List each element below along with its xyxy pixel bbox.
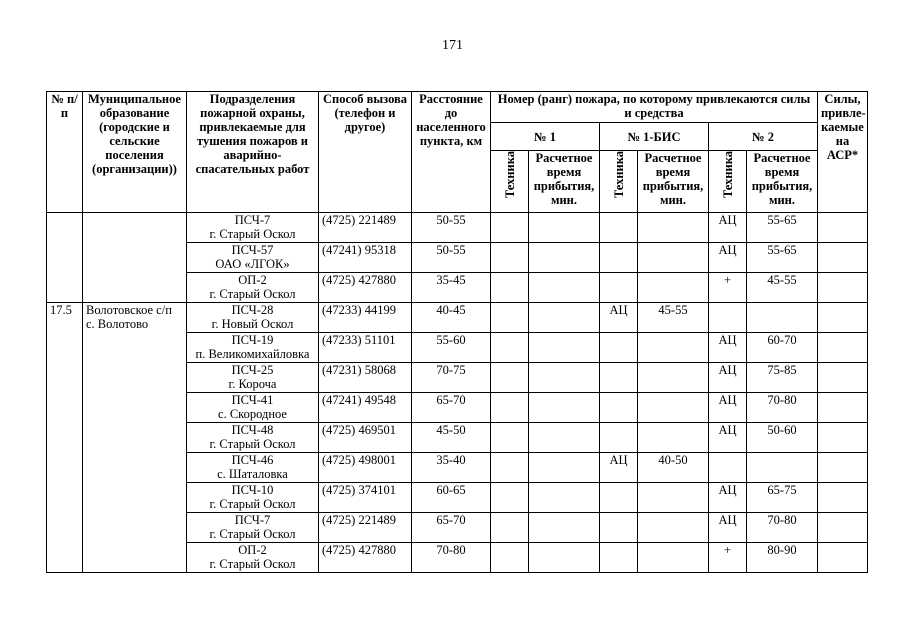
phone-cell: (4725) 498001 — [319, 453, 412, 483]
eta-1bis-cell — [638, 273, 709, 303]
unit-location: г. Старый Оскол — [209, 497, 296, 511]
tech-2-cell: АЦ — [709, 393, 747, 423]
header-distance: Расстояние до населенного пункта, км — [412, 92, 491, 213]
page-number: 171 — [442, 38, 463, 53]
unit-name: ОП-2 — [238, 273, 267, 287]
eta-2-cell: 70-80 — [747, 513, 818, 543]
asr-cell — [818, 453, 868, 483]
tech-1bis-cell — [600, 483, 638, 513]
table-row — [47, 213, 868, 243]
unit-cell — [187, 333, 319, 363]
tech-2-cell — [709, 303, 747, 333]
header-call-method: Способ вызова (телефон и другое) — [319, 92, 412, 213]
unit-name: ПСЧ-7 — [234, 513, 271, 527]
eta-2-cell: 55-65 — [747, 213, 818, 243]
unit-cell — [187, 243, 319, 273]
header-rank-1bis: № 1-БИС — [600, 123, 709, 151]
section-number: 17.5 — [47, 303, 83, 573]
tech-1bis-cell — [600, 333, 638, 363]
header-rank-group: Номер (ранг) пожара, по которому привлекаются силы и средства — [491, 92, 818, 123]
village-name: с. Волотово — [86, 317, 149, 331]
unit-location: п. Великомихайловка — [195, 347, 310, 361]
eta-1bis-cell — [638, 393, 709, 423]
phone-cell: (47233) 44199 — [319, 303, 412, 333]
asr-cell — [818, 213, 868, 243]
distance-cell: 35-40 — [412, 453, 491, 483]
settlement-name: Волотовское с/п — [86, 303, 172, 317]
unit-location: г. Короча — [228, 377, 277, 391]
num-cell — [47, 213, 83, 303]
tech-1-cell — [491, 273, 529, 303]
header-rank-2: № 2 — [709, 123, 818, 151]
header-tech-1: Техника — [502, 151, 517, 199]
tech-1bis-cell — [600, 513, 638, 543]
eta-1-cell — [529, 543, 600, 573]
unit-cell — [187, 453, 319, 483]
phone-cell: (47231) 58068 — [319, 363, 412, 393]
asr-cell — [818, 363, 868, 393]
unit-cell — [187, 363, 319, 393]
tech-1-cell — [491, 303, 529, 333]
tech-2-cell: АЦ — [709, 513, 747, 543]
tech-1bis-cell — [600, 363, 638, 393]
tech-1-cell — [491, 423, 529, 453]
header-num: № п/п — [47, 92, 83, 213]
asr-cell — [818, 273, 868, 303]
tech-1bis-cell: АЦ — [600, 453, 638, 483]
unit-location: с. Скородное — [218, 407, 287, 421]
asr-cell — [818, 483, 868, 513]
phone-cell: (4725) 427880 — [319, 543, 412, 573]
eta-2-cell: 80-90 — [747, 543, 818, 573]
eta-1-cell — [529, 273, 600, 303]
eta-2-cell: 65-75 — [747, 483, 818, 513]
unit-cell — [187, 483, 319, 513]
tech-1-cell — [491, 543, 529, 573]
asr-cell — [818, 243, 868, 273]
unit-cell — [187, 273, 319, 303]
unit-name: ПСЧ-57 — [231, 243, 274, 257]
table-header — [47, 92, 868, 213]
eta-1bis-cell: 40-50 — [638, 453, 709, 483]
unit-cell — [187, 393, 319, 423]
eta-1-cell — [529, 423, 600, 453]
tech-1-cell — [491, 363, 529, 393]
table-row — [47, 303, 868, 333]
eta-2-cell: 55-65 — [747, 243, 818, 273]
distance-cell: 70-75 — [412, 363, 491, 393]
eta-2-cell: 50-60 — [747, 423, 818, 453]
eta-2-cell — [747, 303, 818, 333]
tech-1bis-cell — [600, 243, 638, 273]
header-asr: Силы, привле-каемые на АСР* — [818, 92, 868, 213]
phone-cell: (47241) 49548 — [319, 393, 412, 423]
header-tech-2: Техника — [720, 151, 735, 199]
unit-name: ПСЧ-41 — [231, 393, 274, 407]
tech-2-cell: + — [709, 543, 747, 573]
eta-1bis-cell — [638, 543, 709, 573]
asr-cell — [818, 333, 868, 363]
unit-name: ПСЧ-46 — [231, 453, 274, 467]
tech-1bis-cell — [600, 213, 638, 243]
unit-cell — [187, 513, 319, 543]
eta-1bis-cell — [638, 423, 709, 453]
tech-1bis-cell — [600, 273, 638, 303]
header-municipality: Муниципальное образование (городские и сельские поселения (организации)) — [83, 92, 187, 213]
distance-cell: 65-70 — [412, 393, 491, 423]
eta-1bis-cell — [638, 243, 709, 273]
eta-1-cell — [529, 363, 600, 393]
eta-2-cell — [747, 453, 818, 483]
unit-location: г. Старый Оскол — [209, 437, 296, 451]
asr-cell — [818, 303, 868, 333]
header-units: Подразделения пожарной охраны, привлекаемые для тушения пожаров и аварийно-спасательных работ — [187, 92, 319, 213]
asr-cell — [818, 543, 868, 573]
phone-cell: (4725) 221489 — [319, 213, 412, 243]
distance-cell: 60-65 — [412, 483, 491, 513]
unit-name: ПСЧ-7 — [234, 213, 271, 227]
distance-cell: 50-55 — [412, 243, 491, 273]
tech-2-cell: АЦ — [709, 213, 747, 243]
eta-1bis-cell — [638, 483, 709, 513]
eta-1bis-cell — [638, 363, 709, 393]
eta-2-cell: 70-80 — [747, 393, 818, 423]
tech-2-cell: + — [709, 273, 747, 303]
distance-cell: 55-60 — [412, 333, 491, 363]
tech-1-cell — [491, 243, 529, 273]
tech-2-cell: АЦ — [709, 363, 747, 393]
unit-name: ПСЧ-10 — [231, 483, 274, 497]
eta-2-cell: 75-85 — [747, 363, 818, 393]
tech-2-cell — [709, 453, 747, 483]
eta-1-cell — [529, 513, 600, 543]
tech-1-cell — [491, 213, 529, 243]
municipality-cell — [83, 213, 187, 303]
unit-cell — [187, 423, 319, 453]
table-body — [47, 213, 868, 573]
unit-cell — [187, 543, 319, 573]
distance-cell: 35-45 — [412, 273, 491, 303]
asr-cell — [818, 423, 868, 453]
unit-location: г. Старый Оскол — [209, 287, 296, 301]
unit-location: г. Старый Оскол — [209, 557, 296, 571]
unit-name: ПСЧ-28 — [231, 303, 274, 317]
eta-1-cell — [529, 453, 600, 483]
eta-2-cell: 45-55 — [747, 273, 818, 303]
tech-2-cell: АЦ — [709, 423, 747, 453]
header-eta-1: Расчетное время прибытия, мин. — [529, 151, 600, 213]
fire-forces-table — [46, 91, 868, 573]
eta-1-cell — [529, 213, 600, 243]
unit-name: ПСЧ-48 — [231, 423, 274, 437]
unit-location: г. Новый Оскол — [211, 317, 294, 331]
unit-name: ПСЧ-25 — [231, 363, 274, 377]
eta-1-cell — [529, 483, 600, 513]
tech-1bis-cell — [600, 393, 638, 423]
section-municipality — [83, 303, 187, 573]
tech-1-cell — [491, 333, 529, 363]
tech-1-cell — [491, 453, 529, 483]
phone-cell: (4725) 374101 — [319, 483, 412, 513]
unit-cell — [187, 303, 319, 333]
phone-cell: (47241) 95318 — [319, 243, 412, 273]
tech-2-cell: АЦ — [709, 483, 747, 513]
tech-1-cell — [491, 513, 529, 543]
unit-location: ОАО «ЛГОК» — [215, 257, 290, 271]
eta-1bis-cell — [638, 213, 709, 243]
tech-1-cell — [491, 483, 529, 513]
distance-cell: 70-80 — [412, 543, 491, 573]
unit-location: с. Шаталовка — [217, 467, 288, 481]
eta-1bis-cell — [638, 513, 709, 543]
tech-1-cell — [491, 393, 529, 423]
distance-cell: 40-45 — [412, 303, 491, 333]
distance-cell: 45-50 — [412, 423, 491, 453]
distance-cell: 65-70 — [412, 513, 491, 543]
unit-location: г. Старый Оскол — [209, 227, 296, 241]
header-eta-2: Расчетное время прибытия, мин. — [747, 151, 818, 213]
phone-cell: (4725) 221489 — [319, 513, 412, 543]
header-eta-1bis: Расчетное время прибытия, мин. — [638, 151, 709, 213]
header-rank-1: № 1 — [491, 123, 600, 151]
asr-cell — [818, 513, 868, 543]
tech-1bis-cell — [600, 543, 638, 573]
tech-1bis-cell: АЦ — [600, 303, 638, 333]
tech-2-cell: АЦ — [709, 333, 747, 363]
asr-cell — [818, 393, 868, 423]
unit-name: ПСЧ-19 — [231, 333, 274, 347]
phone-cell: (4725) 469501 — [319, 423, 412, 453]
tech-1bis-cell — [600, 423, 638, 453]
eta-2-cell: 60-70 — [747, 333, 818, 363]
phone-cell: (4725) 427880 — [319, 273, 412, 303]
phone-cell: (47233) 51101 — [319, 333, 412, 363]
header-tech-1bis: Техника — [611, 151, 626, 199]
unit-cell — [187, 213, 319, 243]
eta-1bis-cell — [638, 333, 709, 363]
eta-1bis-cell: 45-55 — [638, 303, 709, 333]
eta-1-cell — [529, 243, 600, 273]
distance-cell: 50-55 — [412, 213, 491, 243]
unit-name: ОП-2 — [238, 543, 267, 557]
eta-1-cell — [529, 393, 600, 423]
tech-2-cell: АЦ — [709, 243, 747, 273]
eta-1-cell — [529, 303, 600, 333]
eta-1-cell — [529, 333, 600, 363]
unit-location: г. Старый Оскол — [209, 527, 296, 541]
